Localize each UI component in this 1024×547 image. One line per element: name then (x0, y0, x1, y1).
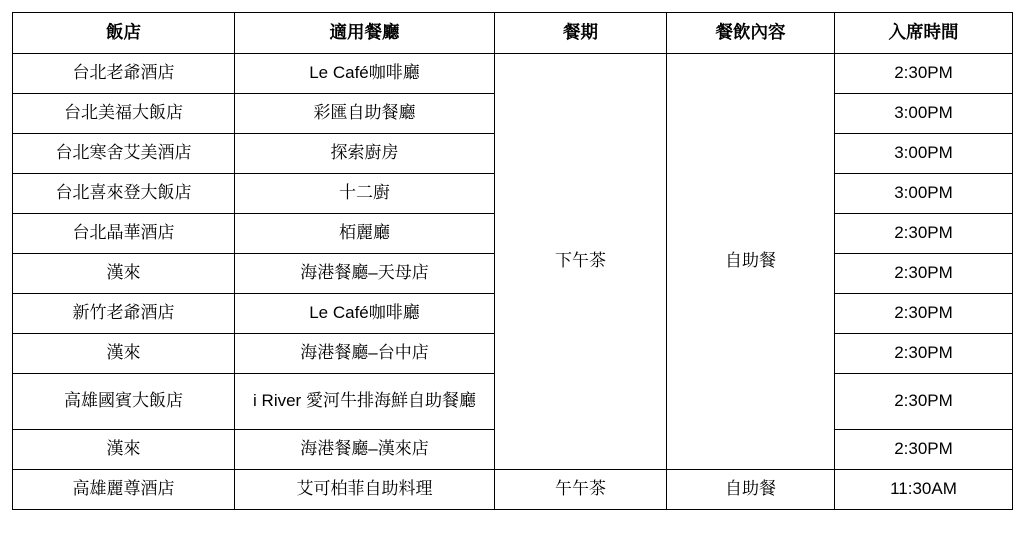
cell-restaurant: i River 愛河牛排海鮮自助餐廳 (235, 374, 495, 430)
cell-time: 2:30PM (835, 334, 1013, 374)
cell-time: 3:00PM (835, 94, 1013, 134)
cell-time: 2:30PM (835, 430, 1013, 470)
cell-hotel: 高雄麗尊酒店 (13, 470, 235, 510)
table-body (13, 54, 1013, 510)
cell-hotel: 台北喜來登大飯店 (13, 174, 235, 214)
meal-schedule-table (12, 12, 1013, 510)
cell-restaurant: 栢麗廳 (235, 214, 495, 254)
cell-hotel: 漢來 (13, 430, 235, 470)
cell-restaurant: 海港餐廳–台中店 (235, 334, 495, 374)
cell-content-buffet: 自助餐 (667, 54, 835, 470)
column-header-period: 餐期 (495, 13, 667, 54)
cell-hotel: 高雄國賓大飯店 (13, 374, 235, 430)
cell-hotel: 台北寒舍艾美酒店 (13, 134, 235, 174)
column-header-content: 餐飲內容 (667, 13, 835, 54)
cell-time: 3:00PM (835, 134, 1013, 174)
cell-hotel: 漢來 (13, 334, 235, 374)
cell-restaurant: 艾可柏菲自助料理 (235, 470, 495, 510)
cell-time: 2:30PM (835, 214, 1013, 254)
cell-hotel: 新竹老爺酒店 (13, 294, 235, 334)
table-header (13, 13, 1013, 54)
cell-time: 11:30AM (835, 470, 1013, 510)
table-row (13, 54, 1013, 94)
cell-restaurant: Le Café咖啡廳 (235, 294, 495, 334)
cell-restaurant: 海港餐廳–漢來店 (235, 430, 495, 470)
column-header-hotel: 飯店 (13, 13, 235, 54)
cell-restaurant: 探索廚房 (235, 134, 495, 174)
cell-period-lunch-tea: 午午茶 (495, 470, 667, 510)
cell-time: 2:30PM (835, 254, 1013, 294)
cell-hotel: 漢來 (13, 254, 235, 294)
cell-restaurant: 十二廚 (235, 174, 495, 214)
table-row (13, 470, 1013, 510)
cell-restaurant: 海港餐廳–天母店 (235, 254, 495, 294)
cell-time: 3:00PM (835, 174, 1013, 214)
table-header-row (13, 13, 1013, 54)
cell-restaurant: Le Café咖啡廳 (235, 54, 495, 94)
cell-restaurant: 彩匯自助餐廳 (235, 94, 495, 134)
cell-hotel: 台北晶華酒店 (13, 214, 235, 254)
cell-hotel: 台北美福大飯店 (13, 94, 235, 134)
cell-period-afternoon-tea: 下午茶 (495, 54, 667, 470)
cell-content-buffet: 自助餐 (667, 470, 835, 510)
column-header-time: 入席時間 (835, 13, 1013, 54)
cell-time: 2:30PM (835, 374, 1013, 430)
cell-hotel: 台北老爺酒店 (13, 54, 235, 94)
cell-time: 2:30PM (835, 294, 1013, 334)
cell-time: 2:30PM (835, 54, 1013, 94)
column-header-restaurant: 適用餐廳 (235, 13, 495, 54)
